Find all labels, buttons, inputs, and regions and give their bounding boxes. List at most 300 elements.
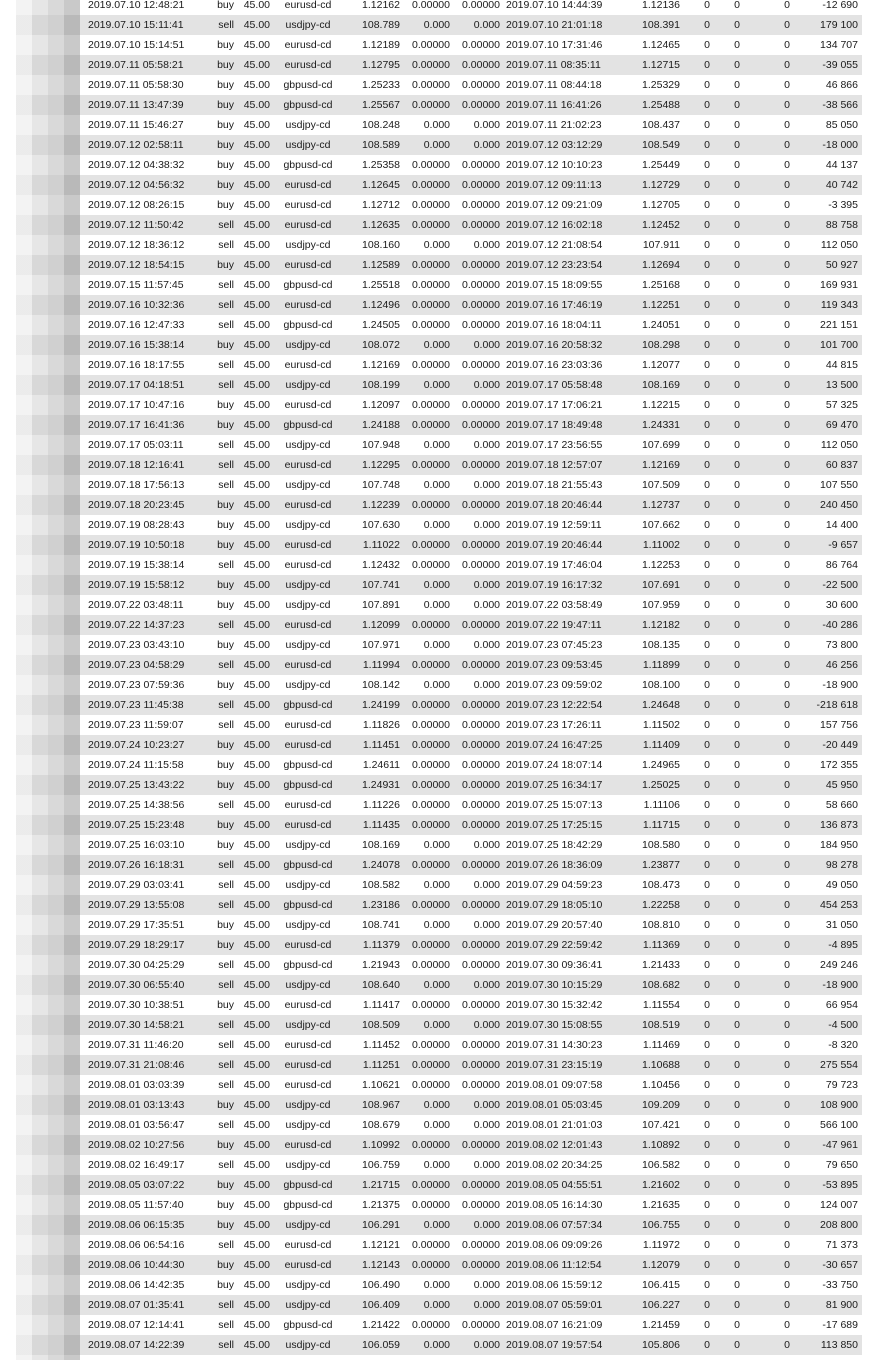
redacted-ticket-cell [16, 675, 80, 695]
close-time-cell: 2019.08.05 16:14:30 [500, 1195, 630, 1215]
type-cell: sell [204, 1115, 238, 1135]
table-row[interactable] [80, 1175, 862, 1195]
close-time-cell: 2019.08.06 09:09:26 [500, 1235, 630, 1255]
profit-cell: 49 050 [794, 875, 862, 895]
taxes-cell: 0 [714, 455, 744, 475]
take-profit-cell: 0.00000 [453, 1255, 500, 1275]
taxes-cell: 0 [714, 955, 744, 975]
close-time-cell: 2019.07.10 21:01:18 [500, 15, 630, 35]
table-row[interactable] [80, 995, 862, 1015]
stop-loss-cell: 0.000 [402, 1015, 453, 1035]
profit-cell: -18 900 [794, 975, 862, 995]
stop-loss-cell: 0.00000 [402, 815, 453, 835]
table-row[interactable] [80, 855, 862, 875]
close-time-cell: 2019.07.16 23:03:36 [500, 355, 630, 375]
type-cell: buy [204, 1095, 238, 1115]
open-price-cell: 1.12143 [342, 1255, 402, 1275]
close-time-cell: 2019.07.18 12:57:07 [500, 455, 630, 475]
open-time-cell: 2019.07.16 18:17:55 [80, 355, 204, 375]
type-cell: sell [204, 975, 238, 995]
symbol-cell: gbpusd-cd [274, 75, 342, 95]
table-row[interactable] [80, 255, 862, 275]
table-row[interactable] [80, 435, 862, 455]
redacted-ticket-cell [16, 1235, 80, 1255]
table-row[interactable] [80, 395, 862, 415]
type-cell: buy [204, 1175, 238, 1195]
swap-cell: 0 [744, 995, 794, 1015]
swap-cell: 0 [744, 1135, 794, 1155]
swap-cell: 0 [744, 1255, 794, 1275]
close-time-cell: 2019.07.18 20:46:44 [500, 495, 630, 515]
table-row[interactable] [80, 175, 862, 195]
type-cell: sell [204, 895, 238, 915]
profit-cell: -47 961 [794, 1135, 862, 1155]
type-cell: sell [204, 455, 238, 475]
commission-cell: 0 [684, 915, 714, 935]
table-row[interactable] [80, 575, 862, 595]
table-row[interactable] [80, 455, 862, 475]
profit-cell: 119 343 [794, 295, 862, 315]
table-row[interactable] [80, 375, 862, 395]
commission-cell: 0 [684, 175, 714, 195]
stop-loss-cell: 0.00000 [402, 1075, 453, 1095]
open-price-cell: 1.12099 [342, 615, 402, 635]
size-cell: 45.00 [238, 395, 274, 415]
table-row[interactable] [80, 1335, 862, 1355]
redacted-ticket-cell [16, 795, 80, 815]
close-price-cell: 108.298 [630, 335, 684, 355]
symbol-cell: usdjpy-cd [274, 375, 342, 395]
table-row[interactable] [80, 715, 862, 735]
table-row[interactable] [80, 915, 862, 935]
profit-cell: 81 900 [794, 1295, 862, 1315]
close-price-cell: 1.10456 [630, 1075, 684, 1095]
size-cell: 45.00 [238, 255, 274, 275]
swap-cell: 0 [744, 315, 794, 335]
table-row[interactable] [80, 1135, 862, 1155]
taxes-cell: 0 [714, 1175, 744, 1195]
symbol-cell: eurusd-cd [274, 255, 342, 275]
table-row[interactable] [80, 935, 862, 955]
redacted-ticket-column [16, 0, 80, 1360]
close-price-cell: 1.12215 [630, 395, 684, 415]
swap-cell: 0 [744, 555, 794, 575]
open-time-cell: 2019.07.22 03:48:11 [80, 595, 204, 615]
redacted-ticket-cell [16, 295, 80, 315]
symbol-cell: usdjpy-cd [274, 1275, 342, 1295]
stop-loss-cell: 0.000 [402, 875, 453, 895]
size-cell: 45.00 [238, 1115, 274, 1135]
close-price-cell: 1.10688 [630, 1055, 684, 1075]
table-row[interactable] [80, 775, 862, 795]
commission-cell: 0 [684, 1115, 714, 1135]
table-row[interactable] [80, 1035, 862, 1055]
close-time-cell: 2019.07.11 16:41:26 [500, 95, 630, 115]
table-row[interactable] [80, 215, 862, 235]
take-profit-cell: 0.000 [453, 675, 500, 695]
open-time-cell: 2019.07.11 13:47:39 [80, 95, 204, 115]
commission-cell: 0 [684, 1155, 714, 1175]
taxes-cell: 0 [714, 975, 744, 995]
open-price-cell: 108.582 [342, 875, 402, 895]
commission-cell: 0 [684, 275, 714, 295]
commission-cell: 0 [684, 1235, 714, 1255]
profit-cell: 184 950 [794, 835, 862, 855]
close-price-cell: 107.699 [630, 435, 684, 455]
table-row[interactable] [80, 475, 862, 495]
symbol-cell: eurusd-cd [274, 1075, 342, 1095]
take-profit-cell: 0.000 [453, 15, 500, 35]
type-cell: sell [204, 295, 238, 315]
close-time-cell: 2019.07.23 07:45:23 [500, 635, 630, 655]
take-profit-cell: 0.00000 [453, 355, 500, 375]
open-time-cell: 2019.07.26 16:18:31 [80, 855, 204, 875]
open-price-cell: 108.640 [342, 975, 402, 995]
profit-cell: -39 055 [794, 55, 862, 75]
close-price-cell: 1.22258 [630, 895, 684, 915]
open-time-cell: 2019.07.19 10:50:18 [80, 535, 204, 555]
table-row[interactable] [80, 735, 862, 755]
symbol-cell: gbpusd-cd [274, 775, 342, 795]
type-cell: buy [204, 155, 238, 175]
size-cell: 45.00 [238, 455, 274, 475]
table-row[interactable] [80, 635, 862, 655]
table-row[interactable] [80, 515, 862, 535]
take-profit-cell: 0.00000 [453, 255, 500, 275]
open-price-cell: 1.12795 [342, 55, 402, 75]
commission-cell: 0 [684, 1135, 714, 1155]
stop-loss-cell: 0.00000 [402, 355, 453, 375]
close-price-cell: 1.21459 [630, 1315, 684, 1335]
table-row[interactable] [80, 875, 862, 895]
type-cell: buy [204, 35, 238, 55]
profit-cell: -40 286 [794, 615, 862, 635]
taxes-cell: 0 [714, 1135, 744, 1155]
redacted-ticket-cell [16, 815, 80, 835]
taxes-cell: 0 [714, 1255, 744, 1275]
type-cell: sell [204, 1295, 238, 1315]
close-price-cell: 107.421 [630, 1115, 684, 1135]
table-row[interactable] [80, 755, 862, 775]
symbol-cell: usdjpy-cd [274, 1335, 342, 1355]
table-row[interactable] [80, 0, 862, 15]
open-time-cell: 2019.07.24 11:15:58 [80, 755, 204, 775]
table-row[interactable] [80, 295, 862, 315]
stop-loss-cell: 0.00000 [402, 35, 453, 55]
stop-loss-cell: 0.000 [402, 975, 453, 995]
swap-cell: 0 [744, 975, 794, 995]
table-row[interactable] [80, 1235, 862, 1255]
table-row[interactable] [80, 835, 862, 855]
profit-cell: -4 500 [794, 1015, 862, 1035]
profit-cell: -20 449 [794, 735, 862, 755]
open-time-cell: 2019.07.12 02:58:11 [80, 135, 204, 155]
close-time-cell: 2019.07.30 15:32:42 [500, 995, 630, 1015]
trade-history-table-wrapper [80, 0, 862, 1355]
symbol-cell: eurusd-cd [274, 1235, 342, 1255]
commission-cell: 0 [684, 755, 714, 775]
redacted-ticket-cell [16, 475, 80, 495]
symbol-cell: eurusd-cd [274, 395, 342, 415]
table-row[interactable] [80, 795, 862, 815]
table-row[interactable] [80, 95, 862, 115]
table-row[interactable] [80, 1315, 862, 1335]
open-price-cell: 106.059 [342, 1335, 402, 1355]
type-cell: sell [204, 1055, 238, 1075]
table-row[interactable] [80, 1015, 862, 1035]
swap-cell: 0 [744, 415, 794, 435]
table-row[interactable] [80, 1275, 862, 1295]
size-cell: 45.00 [238, 1055, 274, 1075]
close-time-cell: 2019.08.07 19:57:54 [500, 1335, 630, 1355]
redacted-ticket-cell [16, 555, 80, 575]
table-row[interactable] [80, 1195, 862, 1215]
open-price-cell: 1.21375 [342, 1195, 402, 1215]
open-time-cell: 2019.07.11 05:58:21 [80, 55, 204, 75]
type-cell: sell [204, 215, 238, 235]
table-row[interactable] [80, 1095, 862, 1115]
table-row[interactable] [80, 1295, 862, 1315]
close-price-cell: 1.12715 [630, 55, 684, 75]
swap-cell: 0 [744, 95, 794, 115]
table-row[interactable] [80, 555, 862, 575]
table-row[interactable] [80, 355, 862, 375]
size-cell: 45.00 [238, 815, 274, 835]
swap-cell: 0 [744, 195, 794, 215]
table-row[interactable] [80, 1155, 862, 1175]
table-row[interactable] [80, 115, 862, 135]
taxes-cell: 0 [714, 635, 744, 655]
taxes-cell: 0 [714, 75, 744, 95]
table-row[interactable] [80, 535, 862, 555]
table-row[interactable] [80, 1255, 862, 1275]
type-cell: buy [204, 835, 238, 855]
close-time-cell: 2019.08.07 16:21:09 [500, 1315, 630, 1335]
taxes-cell: 0 [714, 1295, 744, 1315]
swap-cell: 0 [744, 795, 794, 815]
open-time-cell: 2019.07.25 15:23:48 [80, 815, 204, 835]
stop-loss-cell: 0.000 [402, 1275, 453, 1295]
table-row[interactable] [80, 675, 862, 695]
take-profit-cell: 0.00000 [453, 1135, 500, 1155]
table-row[interactable] [80, 35, 862, 55]
symbol-cell: eurusd-cd [274, 1255, 342, 1275]
open-price-cell: 1.10992 [342, 1135, 402, 1155]
table-row[interactable] [80, 1055, 862, 1075]
table-row[interactable] [80, 275, 862, 295]
table-row[interactable] [80, 815, 862, 835]
type-cell: sell [204, 715, 238, 735]
open-price-cell: 107.741 [342, 575, 402, 595]
taxes-cell: 0 [714, 0, 744, 15]
take-profit-cell: 0.000 [453, 635, 500, 655]
open-price-cell: 1.12239 [342, 495, 402, 515]
open-time-cell: 2019.07.25 13:43:22 [80, 775, 204, 795]
profit-cell: -22 500 [794, 575, 862, 595]
table-row[interactable] [80, 1215, 862, 1235]
swap-cell: 0 [744, 435, 794, 455]
size-cell: 45.00 [238, 195, 274, 215]
type-cell: sell [204, 955, 238, 975]
stop-loss-cell: 0.000 [402, 1095, 453, 1115]
commission-cell: 0 [684, 315, 714, 335]
take-profit-cell: 0.00000 [453, 0, 500, 15]
swap-cell: 0 [744, 1095, 794, 1115]
swap-cell: 0 [744, 455, 794, 475]
redacted-ticket-cell [16, 75, 80, 95]
type-cell: buy [204, 1215, 238, 1235]
redacted-ticket-cell [16, 735, 80, 755]
close-price-cell: 108.169 [630, 375, 684, 395]
symbol-cell: gbpusd-cd [274, 695, 342, 715]
taxes-cell: 0 [714, 375, 744, 395]
size-cell: 45.00 [238, 795, 274, 815]
stop-loss-cell: 0.000 [402, 1155, 453, 1175]
close-price-cell: 108.437 [630, 115, 684, 135]
stop-loss-cell: 0.00000 [402, 395, 453, 415]
commission-cell: 0 [684, 355, 714, 375]
commission-cell: 0 [684, 895, 714, 915]
close-time-cell: 2019.08.01 21:01:03 [500, 1115, 630, 1135]
commission-cell: 0 [684, 835, 714, 855]
redacted-ticket-cell [16, 835, 80, 855]
open-price-cell: 108.679 [342, 1115, 402, 1135]
taxes-cell: 0 [714, 695, 744, 715]
size-cell: 45.00 [238, 915, 274, 935]
commission-cell: 0 [684, 1215, 714, 1235]
swap-cell: 0 [744, 835, 794, 855]
stop-loss-cell: 0.000 [402, 115, 453, 135]
table-row[interactable] [80, 195, 862, 215]
size-cell: 45.00 [238, 1095, 274, 1115]
redacted-ticket-cell [16, 1055, 80, 1075]
open-price-cell: 1.11452 [342, 1035, 402, 1055]
close-price-cell: 1.11899 [630, 655, 684, 675]
swap-cell: 0 [744, 255, 794, 275]
stop-loss-cell: 0.00000 [402, 655, 453, 675]
swap-cell: 0 [744, 375, 794, 395]
redacted-ticket-cell [16, 655, 80, 675]
size-cell: 45.00 [238, 75, 274, 95]
open-price-cell: 108.169 [342, 835, 402, 855]
table-row[interactable] [80, 235, 862, 255]
close-time-cell: 2019.07.12 09:21:09 [500, 195, 630, 215]
size-cell: 45.00 [238, 115, 274, 135]
symbol-cell: eurusd-cd [274, 1035, 342, 1055]
table-row[interactable] [80, 135, 862, 155]
table-row[interactable] [80, 975, 862, 995]
redacted-ticket-cell [16, 355, 80, 375]
swap-cell: 0 [744, 175, 794, 195]
open-price-cell: 1.24505 [342, 315, 402, 335]
table-row[interactable] [80, 655, 862, 675]
stop-loss-cell: 0.000 [402, 1215, 453, 1235]
size-cell: 45.00 [238, 575, 274, 595]
swap-cell: 0 [744, 635, 794, 655]
taxes-cell: 0 [714, 255, 744, 275]
table-row[interactable] [80, 695, 862, 715]
stop-loss-cell: 0.00000 [402, 775, 453, 795]
symbol-cell: gbpusd-cd [274, 955, 342, 975]
open-price-cell: 1.21422 [342, 1315, 402, 1335]
open-price-cell: 108.072 [342, 335, 402, 355]
open-time-cell: 2019.07.15 11:57:45 [80, 275, 204, 295]
symbol-cell: gbpusd-cd [274, 1315, 342, 1335]
commission-cell: 0 [684, 115, 714, 135]
take-profit-cell: 0.00000 [453, 695, 500, 715]
table-row[interactable] [80, 895, 862, 915]
taxes-cell: 0 [714, 115, 744, 135]
taxes-cell: 0 [714, 275, 744, 295]
swap-cell: 0 [744, 1155, 794, 1175]
commission-cell: 0 [684, 1315, 714, 1335]
taxes-cell: 0 [714, 35, 744, 55]
table-row[interactable] [80, 155, 862, 175]
table-row[interactable] [80, 415, 862, 435]
table-row[interactable] [80, 595, 862, 615]
redacted-ticket-cell [16, 1095, 80, 1115]
size-cell: 45.00 [238, 895, 274, 915]
redacted-ticket-cell [16, 875, 80, 895]
redacted-ticket-cell [16, 535, 80, 555]
symbol-cell: eurusd-cd [274, 195, 342, 215]
table-row[interactable] [80, 55, 862, 75]
open-time-cell: 2019.07.23 11:45:38 [80, 695, 204, 715]
table-row[interactable] [80, 615, 862, 635]
table-row[interactable] [80, 955, 862, 975]
type-cell: buy [204, 595, 238, 615]
commission-cell: 0 [684, 1275, 714, 1295]
table-row[interactable] [80, 75, 862, 95]
close-price-cell: 1.12182 [630, 615, 684, 635]
commission-cell: 0 [684, 715, 714, 735]
profit-cell: 57 325 [794, 395, 862, 415]
commission-cell: 0 [684, 215, 714, 235]
close-price-cell: 1.11409 [630, 735, 684, 755]
redacted-ticket-cell [16, 755, 80, 775]
redacted-ticket-cell [16, 955, 80, 975]
profit-cell: 79 650 [794, 1155, 862, 1175]
redacted-ticket-cell [16, 175, 80, 195]
symbol-cell: gbpusd-cd [274, 755, 342, 775]
open-time-cell: 2019.07.19 08:28:43 [80, 515, 204, 535]
table-row[interactable] [80, 1115, 862, 1135]
take-profit-cell: 0.00000 [453, 655, 500, 675]
swap-cell: 0 [744, 735, 794, 755]
taxes-cell: 0 [714, 1275, 744, 1295]
table-row[interactable] [80, 15, 862, 35]
profit-cell: 454 253 [794, 895, 862, 915]
close-price-cell: 1.11502 [630, 715, 684, 735]
redacted-ticket-cell [16, 1215, 80, 1235]
taxes-cell: 0 [714, 935, 744, 955]
taxes-cell: 0 [714, 415, 744, 435]
swap-cell: 0 [744, 475, 794, 495]
table-row[interactable] [80, 335, 862, 355]
open-time-cell: 2019.07.11 05:58:30 [80, 75, 204, 95]
trade-rows [80, 0, 862, 1355]
stop-loss-cell: 0.000 [402, 515, 453, 535]
size-cell: 45.00 [238, 1175, 274, 1195]
size-cell: 45.00 [238, 655, 274, 675]
redacted-ticket-cell [16, 275, 80, 295]
table-row[interactable] [80, 1075, 862, 1095]
table-row[interactable] [80, 495, 862, 515]
take-profit-cell: 0.000 [453, 975, 500, 995]
stop-loss-cell: 0.00000 [402, 535, 453, 555]
table-row[interactable] [80, 315, 862, 335]
take-profit-cell: 0.000 [453, 1095, 500, 1115]
